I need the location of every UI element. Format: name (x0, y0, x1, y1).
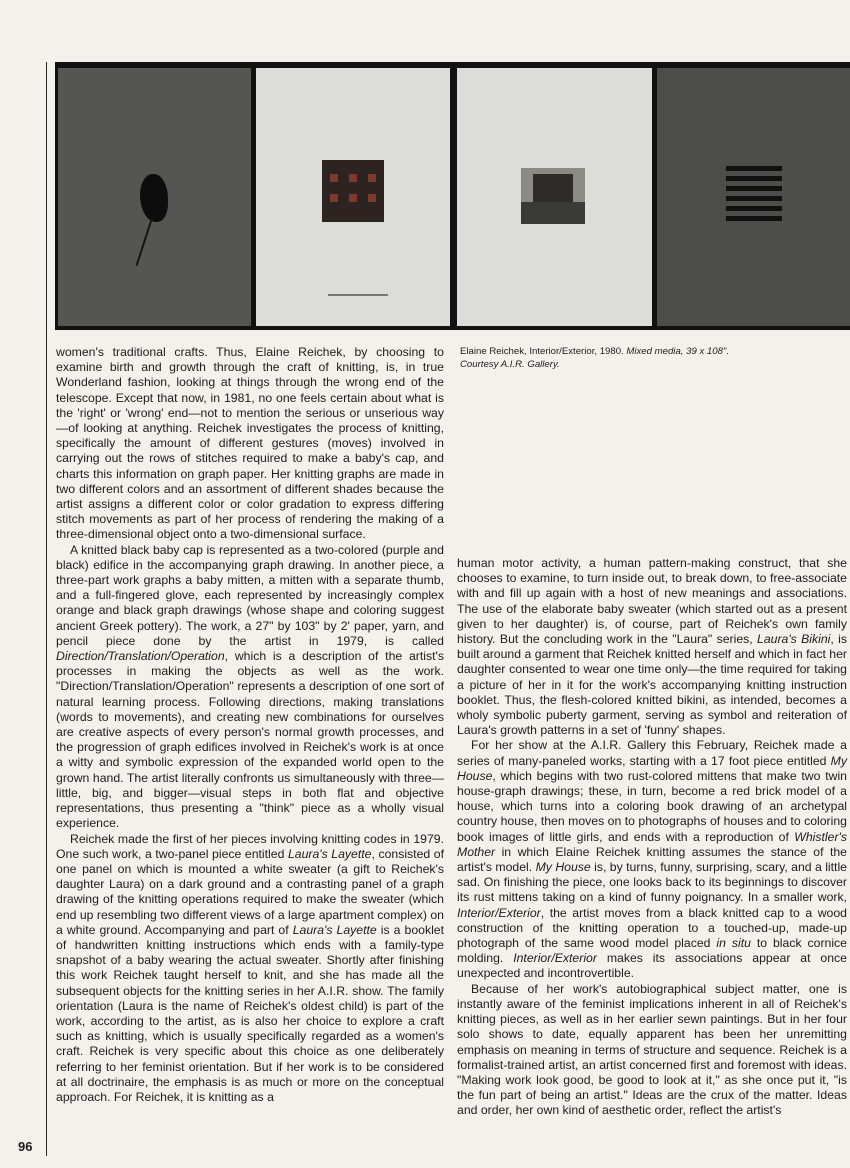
text-run: , is built around a garment that Reichek knitted herself and which in fact her daughter consented to wear one time only—the time required for taking a picture of her in it for the work's accompanying knitting instruction booklet. Thus, the flesh-colored knitted bikini, as intended, becomes a wholy symbolic puberty garment, serving as symbol and reiteration of Laura's growth patterns in a set of 'funny' shapes. (457, 632, 847, 738)
text-run: , consisted of one panel on which is mounted a white sweater (a gift to Reichek's daughter Laura) on a dark ground and a contrasting panel of a graph drawing of the knitting operations required to make the sweater (which end up resembling two different views of a large apartment complex) on a white ground. Accompanying and part of (56, 846, 444, 937)
wood-model-photograph (521, 168, 585, 224)
artwork-photo (55, 62, 850, 330)
caption-text: Elaine Reichek, Interior/Exterior, 1980. (460, 346, 627, 357)
page-number: 96 (18, 1139, 33, 1154)
paragraph (56, 832, 444, 1106)
photo-caption (460, 345, 840, 371)
work-title: in situ (716, 936, 751, 951)
text-run: , which begins with two rust-colored mittens that make two twin house-graph drawings; these, in turn, become a red brick model of a house, which turns into a coloring book drawing of an archetypal country house, then moves on to photographs of houses and to coloring book images of little girls, and ends with a reproduction of (457, 768, 847, 844)
text-run: Because of her work's autobiographical subject matter, one is instantly aware of the feminist implications inherent in all of Reichek's knitting pieces, as well as in her earlier sewn paintings. But in her four solo shows to date, equally apparent has been her unremitting emphasis on meaning in terms of structure and sequence. Reichek is a formalist-trained artist, an artist concerned first and foremost with ideas. "Making work look good, be good to look at it," as she once put it, "is the fun part of being an artist." Ideas are the crux of the matter. Ideas and order, her own kind of aesthetic order, reflect the artist's (457, 981, 847, 1118)
cornice-molding-stripe (726, 206, 782, 211)
column-rule (46, 62, 47, 1156)
photo-panel-graph (256, 68, 450, 326)
work-title: Interior/Exterior (457, 905, 541, 920)
text-run: makes its associations appear at once unexpected and incontrovertible. (457, 951, 847, 981)
paragraph (457, 982, 847, 1119)
photo-panel-model-photo (457, 68, 652, 326)
pencil-mark (328, 294, 388, 296)
text-run: to black cornice molding. (457, 936, 847, 966)
text-run: For her show at the A.I.R. Gallery this February, Reichek made a series of many-paneled works, starting with a 17 foot piece entitled (457, 738, 847, 768)
work-title: Laura's Bikini (757, 632, 831, 647)
paragraph (56, 543, 444, 832)
paragraph (457, 738, 847, 981)
knitted-cap (140, 174, 168, 222)
work-title: Laura's Layette (292, 922, 377, 937)
text-run: is, by turns, funny, surprising, scary, and a little sad. On finishing the piece, one looks back to its beginnings to discover its rust mittens taking on a kind of funny poignancy. In a smaller work, (457, 860, 847, 905)
work-title: My House (457, 753, 847, 783)
graph-edifice (322, 160, 384, 222)
cap-tie (136, 218, 153, 266)
photo-panel-cornice (657, 68, 850, 326)
cornice-molding-stripe (726, 166, 782, 171)
text-column-right (457, 556, 847, 1119)
work-title: Laura's Layette (287, 846, 372, 861)
text-run: women's traditional crafts. Thus, Elaine Reichek, by choosing to examine birth and growth through the craft of knitting, is, in true Wonderland fashion, looking at things through the wrong end of the telescope. Except that now, in 1981, no one feels certain about what is the 'right' or 'wrong' end—not to mention the serious or unserious way—of looking at anything. Reichek investigates the process of knitting, specifically the amount of different gestures (moves) involved in carrying out the rows of stitches required to make a baby's cap, and charts this information on graph paper. Her knitting graphs are made in two different colors and an assortment of different shades because the artist assigns a different color or color gradation to express differing stitch movements as part of her process of rendering the making of a three-dimensional object onto a two-dimensional surface. (56, 345, 444, 542)
cornice-molding-stripe (726, 216, 782, 221)
text-run: human motor activity, a human pattern-making construct, that she chooses to examine, to turn inside out, to break down, to free-associate with and fill up again with a host of new meanings and associations. The use of the elaborate baby sweater (which started out as a present given to her daughter) is, of course, part of Reichek's own family history. But the concluding work in the "Laura" series, (457, 556, 847, 647)
work-title: My House (535, 860, 591, 875)
text-run: Reichek made the first of her pieces involving knitting codes in 1979. One such work, a two-panel piece entitled (56, 831, 444, 861)
caption-credit: Courtesy A.I.R. Gallery. (460, 359, 560, 370)
photo-panel-cap (58, 68, 251, 326)
paragraph (457, 556, 847, 738)
text-run: , which is a description of the artist's processes in making the objects as well as the work. "Direction/Translation/Operation" represents a description of one sort of natural learning process. Following directions, making translations (words to movements), and creating new combinations for ourselves are creative aspects of every person's normal growth processes, and the progression of graph edifices involved in Reichek's work is at once a witty and symbolic expression of the expanded world open to the grown hand. The artist literally confronts us simultaneously with three—little, big, and bigger—visual steps in both flat and objective representations, thus presenting a "think" piece as a wholly visual experience. (56, 649, 444, 831)
text-run: A knitted black baby cap is represented as a two-colored (purple and black) edifice in the accompanying graph drawing. In another piece, a three-part work graphs a baby mitten, a mitten with a separate thumb, and a full-fingered glove, each represented by increasingly complex orange and black graph drawings (whose shape and coloring suggest ancient Greek pottery). The work, a 27" by 103" by 2' paper, yarn, and pencil piece done by the artist in 1979, is called (56, 542, 444, 648)
text-column-left (56, 345, 444, 1105)
text-run: , the artist moves from a black knitted cap to a wood construction of the knitting operation to a touched-up, made-up photograph of the same wood model placed (457, 905, 847, 951)
cornice-molding-stripe (726, 176, 782, 181)
caption-medium: Mixed media, 39 x 108". (626, 346, 729, 357)
work-title: Interior/Exterior (513, 951, 597, 966)
text-run: is a booklet of handwritten knitting instructions which ends with a family-type snapshot of a baby wearing the actual sweater. Shortly after finishing this work Reichek taught herself to knit, and she has made all the subsequent objects for the knitting series in her A.I.R. show. The family orientation (Laura is the name of Reichek's oldest child) is part of the work, according to the artist, as is also her choice to explore a craft such as knitting, which is usually specifically regarded as a women's craft. Reichek is very specific about this choice as one deliberately referring to her feminist orientation. But if her work is to be considered at all doctrinaire, the emphasis is as much or more on the conceptual approach. For Reichek, it is knitting as a (56, 922, 445, 1104)
work-title: Whistler's Mother (457, 829, 847, 859)
paragraph (56, 345, 444, 543)
work-title: Direction/Translation/Operation (56, 649, 225, 664)
cornice-molding-stripe (726, 186, 782, 191)
text-run: in which Elaine Reichek knitting assumes the stance of the artist's model. (457, 844, 847, 875)
cornice-molding-stripe (726, 196, 782, 201)
